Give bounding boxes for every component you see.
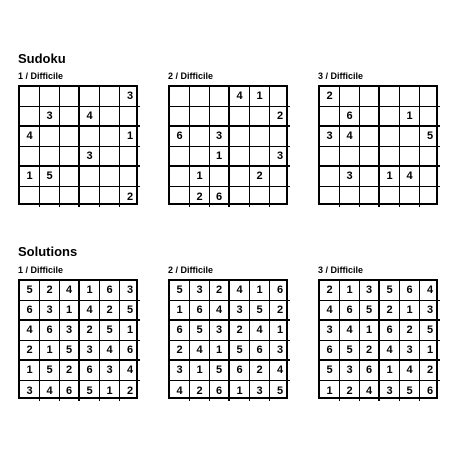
sudoku-cell: 6: [210, 187, 230, 207]
sudoku-cell: [190, 107, 210, 127]
sudoku-cell: 1: [120, 321, 140, 341]
sudoku-cell: [120, 167, 140, 187]
sudoku-cell: 6: [270, 281, 290, 301]
sudoku-cell: [360, 107, 380, 127]
puzzles-title: Sudoku: [18, 51, 66, 66]
sudoku-cell: 3: [250, 381, 270, 401]
sudoku-cell: 1: [230, 381, 250, 401]
sudoku-cell: 5: [170, 281, 190, 301]
sudoku-cell: 2: [170, 341, 190, 361]
sudoku-cell: 1: [60, 301, 80, 321]
sudoku-cell: 6: [426, 384, 434, 397]
sudoku-cell: 4: [100, 341, 120, 361]
sudoku-cell: [420, 187, 440, 207]
sudoku-cell: 3: [270, 147, 290, 167]
sudoku-cell: [270, 187, 290, 207]
sudoku-cell: 3: [400, 341, 420, 361]
sudoku-cell: 4: [340, 127, 360, 147]
sudoku-cell: 4: [230, 281, 250, 301]
sudoku-cell: 4: [210, 301, 230, 321]
sudoku-cell: 1: [400, 107, 420, 127]
sudoku-cell: [40, 127, 60, 147]
sudoku-cell: 3: [40, 107, 60, 127]
sudoku-cell: 1: [170, 301, 190, 321]
sudoku-cell: [170, 107, 190, 127]
sudoku-cell: 1: [320, 381, 340, 401]
sudoku-cell: [20, 87, 40, 107]
sudoku-cell: 1: [80, 281, 100, 301]
sudoku-cell: [270, 87, 290, 107]
sudoku-cell: 1: [210, 147, 230, 167]
sudoku-cell: 5: [40, 361, 60, 381]
sudoku-cell: [420, 167, 440, 187]
sudoku-cell: [420, 147, 440, 167]
sudoku-cell: [210, 87, 230, 107]
sudoku-cell: 2: [400, 321, 420, 341]
sudoku-cell: 6: [320, 341, 340, 361]
sudoku-cell: [230, 107, 250, 127]
solution-label: 1 / Difficile: [18, 265, 64, 275]
sudoku-cell: [40, 147, 60, 167]
sudoku-cell: [270, 127, 290, 147]
puzzle-label: 1 / Difficile: [18, 71, 64, 81]
sudoku-cell: [380, 147, 400, 167]
sudoku-cell: 2: [340, 381, 360, 401]
puzzle-block: [318, 72, 438, 205]
sudoku-cell: [420, 87, 440, 107]
sudoku-cell: 4: [400, 167, 420, 187]
sudoku-cell: [40, 87, 60, 107]
sudoku-cell: 5: [250, 301, 270, 321]
sudoku-cell: [100, 187, 120, 207]
sudoku-cell: 3: [320, 127, 340, 147]
sudoku-cell: [320, 107, 340, 127]
sudoku-cell: [120, 107, 140, 127]
puzzle-grid: [168, 85, 288, 205]
sudoku-cell: [60, 107, 80, 127]
sudoku-cell: 2: [380, 301, 400, 321]
sudoku-cell: 3: [60, 321, 80, 341]
sudoku-cell: [320, 147, 340, 167]
sudoku-cell: [100, 147, 120, 167]
sudoku-cell: [60, 87, 80, 107]
sudoku-cell: [270, 167, 290, 187]
sudoku-cell: 5: [190, 321, 210, 341]
sudoku-cell: [320, 187, 340, 207]
sudoku-cell: 4: [420, 281, 440, 301]
sudoku-cell: 6: [80, 361, 100, 381]
sudoku-cell: [80, 167, 100, 187]
sudoku-cell: 4: [320, 301, 340, 321]
sudoku-cell: [360, 127, 380, 147]
sudoku-cell: [20, 187, 40, 207]
sudoku-cell: 3: [380, 381, 400, 401]
sudoku-cell: 3: [120, 87, 140, 107]
sudoku-cell: 2: [320, 281, 340, 301]
sudoku-cell: 1: [120, 127, 140, 147]
sudoku-cell: 6: [210, 381, 230, 401]
sudoku-cell: 5: [320, 361, 340, 381]
sudoku-cell: 2: [250, 361, 270, 381]
sudoku-cell: 4: [60, 281, 80, 301]
puzzle-grid: [18, 85, 138, 205]
sudoku-cell: [230, 167, 250, 187]
sudoku-cell: [20, 147, 40, 167]
puzzle-label: 2 / Difficile: [168, 71, 214, 81]
sudoku-cell: 4: [400, 361, 420, 381]
sudoku-cell: 1: [40, 341, 60, 361]
sudoku-cell: 6: [340, 107, 360, 127]
sudoku-cell: 3: [120, 281, 140, 301]
sudoku-cell: 3: [340, 361, 360, 381]
sudoku-cell: [250, 127, 270, 147]
sudoku-cell: 2: [360, 341, 380, 361]
sudoku-cell: [250, 187, 270, 207]
sudoku-cell: [380, 87, 400, 107]
sudoku-cell: [60, 147, 80, 167]
sudoku-cell: [60, 167, 80, 187]
sudoku-cell: 4: [40, 381, 60, 401]
sudoku-cell: [210, 107, 230, 127]
sudoku-cell: [380, 187, 400, 207]
sudoku-cell: 2: [126, 384, 134, 397]
sudoku-cell: 3: [320, 321, 340, 341]
sudoku-cell: 5: [400, 381, 420, 401]
sudoku-cell: 6: [190, 301, 210, 321]
sudoku-cell: [250, 107, 270, 127]
sudoku-cell: 1: [360, 321, 380, 341]
sudoku-cell: [400, 147, 420, 167]
sudoku-cell: [190, 147, 210, 167]
sudoku-cell: 4: [80, 107, 100, 127]
puzzle-grid: [318, 85, 438, 205]
sudoku-cell: 2: [126, 190, 134, 203]
sudoku-cell: 4: [120, 361, 140, 381]
sudoku-cell: 5: [60, 341, 80, 361]
sudoku-cell: [170, 147, 190, 167]
sudoku-cell: 4: [340, 321, 360, 341]
sudoku-cell: [210, 167, 230, 187]
sudoku-cell: 5: [40, 167, 60, 187]
sudoku-cell: 6: [170, 321, 190, 341]
sudoku-cell: [230, 147, 250, 167]
sudoku-cell: [100, 107, 120, 127]
sudoku-cell: 2: [250, 167, 270, 187]
sudoku-cell: [230, 127, 250, 147]
sudoku-cell: [190, 127, 210, 147]
sudoku-cell: 1: [380, 167, 400, 187]
sudoku-cell: 3: [170, 361, 190, 381]
sudoku-cell: 6: [120, 341, 140, 361]
sudoku-cell: 2: [270, 107, 290, 127]
sudoku-cell: 3: [270, 341, 290, 361]
sudoku-cell: 2: [420, 361, 440, 381]
sudoku-cell: [380, 127, 400, 147]
sudoku-cell: 2: [20, 341, 40, 361]
sudoku-cell: 4: [20, 321, 40, 341]
sudoku-cell: 5: [120, 301, 140, 321]
sudoku-cell: 3: [40, 301, 60, 321]
sudoku-cell: 1: [20, 361, 40, 381]
sudoku-cell: 1: [340, 281, 360, 301]
sudoku-cell: 5: [100, 321, 120, 341]
sudoku-cell: [20, 107, 40, 127]
sudoku-cell: 6: [100, 281, 120, 301]
puzzle-block: [168, 72, 288, 205]
sudoku-cell: 4: [230, 87, 250, 107]
sudoku-cell: [40, 187, 60, 207]
sudoku-cell: [170, 87, 190, 107]
sudoku-cell: 1: [190, 167, 210, 187]
sudoku-cell: 6: [40, 321, 60, 341]
sudoku-cell: [360, 147, 380, 167]
sudoku-cell: [80, 187, 100, 207]
sudoku-cell: 4: [80, 301, 100, 321]
sudoku-cell: [100, 87, 120, 107]
sudoku-cell: 1: [20, 167, 40, 187]
sudoku-cell: 1: [420, 341, 440, 361]
sudoku-cell: 6: [360, 361, 380, 381]
sudoku-cell: 3: [210, 321, 230, 341]
sudoku-cell: 5: [340, 341, 360, 361]
sudoku-cell: 1: [250, 87, 270, 107]
solution-label: 2 / Difficile: [168, 265, 214, 275]
sudoku-cell: 1: [210, 341, 230, 361]
sudoku-cell: 3: [20, 381, 40, 401]
sudoku-cell: 2: [190, 381, 210, 401]
sudoku-cell: 2: [100, 301, 120, 321]
sudoku-cell: 3: [80, 147, 100, 167]
solutions-title: Solutions: [18, 244, 78, 259]
solution-grid: [318, 279, 438, 399]
sudoku-cell: 4: [270, 361, 290, 381]
sudoku-cell: 5: [360, 301, 380, 321]
sudoku-cell: 5: [276, 384, 284, 397]
sudoku-cell: [400, 127, 420, 147]
sudoku-cell: 3: [100, 361, 120, 381]
sudoku-cell: [100, 167, 120, 187]
sudoku-cell: 4: [170, 381, 190, 401]
sudoku-cell: [340, 147, 360, 167]
sudoku-cell: [170, 187, 190, 207]
sudoku-cell: 3: [80, 341, 100, 361]
sudoku-cell: 5: [20, 281, 40, 301]
sudoku-cell: 2: [190, 187, 210, 207]
sudoku-cell: 6: [60, 381, 80, 401]
sudoku-cell: [360, 87, 380, 107]
sudoku-cell: 5: [210, 361, 230, 381]
sudoku-cell: 6: [340, 301, 360, 321]
sudoku-cell: 3: [210, 127, 230, 147]
sudoku-cell: 6: [20, 301, 40, 321]
sudoku-cell: [170, 167, 190, 187]
puzzle-block: [18, 72, 138, 205]
sudoku-cell: 2: [60, 361, 80, 381]
sudoku-cell: [380, 107, 400, 127]
sudoku-cell: 3: [340, 167, 360, 187]
sudoku-cell: 3: [190, 281, 210, 301]
sudoku-cell: 2: [210, 281, 230, 301]
sudoku-cell: 4: [190, 341, 210, 361]
sudoku-cell: 2: [80, 321, 100, 341]
sudoku-cell: [230, 187, 250, 207]
sudoku-cell: 6: [230, 361, 250, 381]
sudoku-cell: 4: [250, 321, 270, 341]
sudoku-cell: [120, 147, 140, 167]
sudoku-cell: 3: [420, 301, 440, 321]
sudoku-cell: [360, 167, 380, 187]
sudoku-cell: [400, 187, 420, 207]
sudoku-cell: [80, 87, 100, 107]
sudoku-cell: 1: [380, 361, 400, 381]
sudoku-cell: [60, 187, 80, 207]
sudoku-cell: 3: [230, 301, 250, 321]
sudoku-cell: [340, 187, 360, 207]
solution-grid: [18, 279, 138, 399]
sudoku-cell: 2: [40, 281, 60, 301]
sudoku-cell: 6: [250, 341, 270, 361]
sudoku-cell: 5: [420, 321, 440, 341]
solution-block: [168, 266, 288, 399]
solution-block: [318, 266, 438, 399]
sudoku-cell: [190, 87, 210, 107]
sudoku-cell: [320, 167, 340, 187]
sudoku-cell: 4: [380, 341, 400, 361]
sudoku-cell: [420, 107, 440, 127]
sudoku-cell: 5: [80, 381, 100, 401]
sudoku-cell: [100, 127, 120, 147]
sudoku-cell: 6: [170, 127, 190, 147]
sudoku-cell: [60, 127, 80, 147]
sudoku-cell: 1: [400, 301, 420, 321]
sudoku-cell: 1: [270, 321, 290, 341]
sudoku-cell: [80, 127, 100, 147]
sudoku-cell: [250, 147, 270, 167]
sudoku-cell: 2: [230, 321, 250, 341]
sudoku-cell: 6: [400, 281, 420, 301]
sudoku-cell: 2: [270, 301, 290, 321]
sudoku-cell: 1: [190, 361, 210, 381]
sudoku-cell: 1: [250, 281, 270, 301]
sudoku-cell: 4: [360, 381, 380, 401]
solution-block: [18, 266, 138, 399]
sudoku-cell: 5: [230, 341, 250, 361]
sudoku-cell: 4: [20, 127, 40, 147]
solution-label: 3 / Difficile: [318, 265, 364, 275]
solution-grid: [168, 279, 288, 399]
sudoku-cell: 5: [380, 281, 400, 301]
sudoku-cell: [340, 87, 360, 107]
sudoku-cell: 6: [380, 321, 400, 341]
sudoku-cell: 3: [360, 281, 380, 301]
sudoku-cell: [400, 87, 420, 107]
sudoku-cell: 1: [100, 381, 120, 401]
puzzle-label: 3 / Difficile: [318, 71, 364, 81]
sudoku-cell: 2: [320, 87, 340, 107]
sudoku-cell: 5: [420, 127, 440, 147]
sudoku-cell: [360, 187, 380, 207]
